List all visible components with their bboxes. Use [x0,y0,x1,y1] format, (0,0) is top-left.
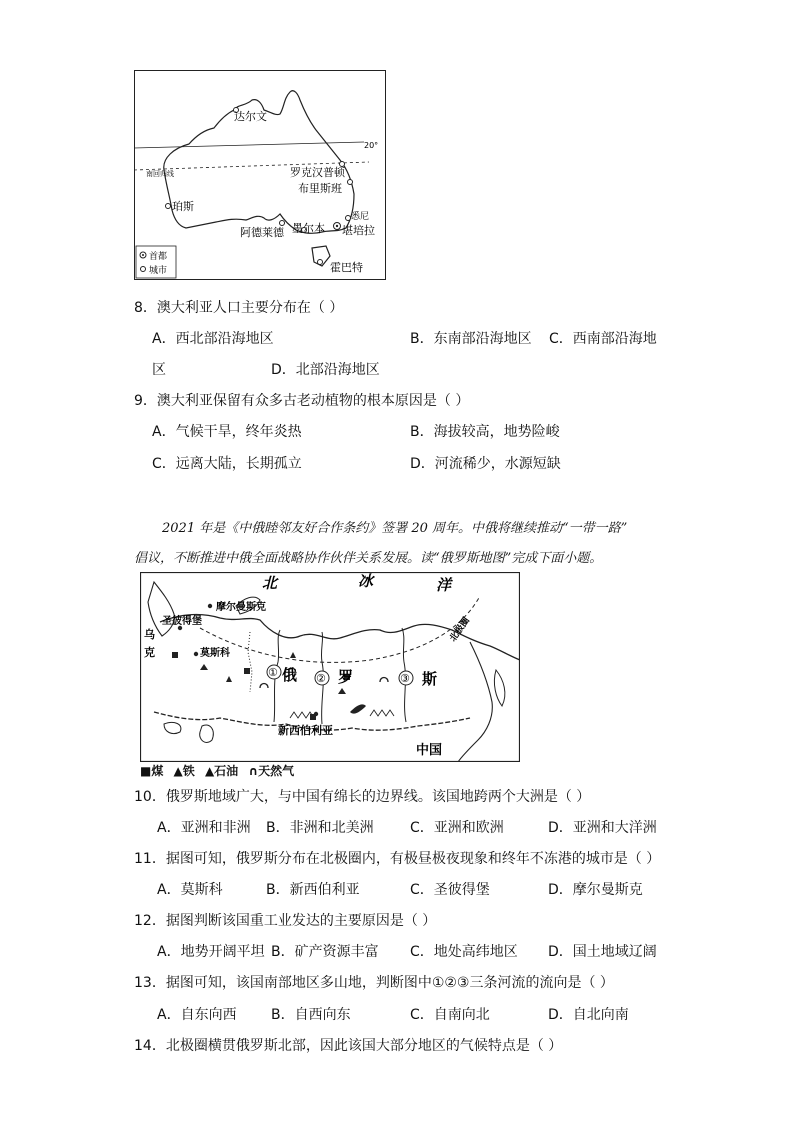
russia-map-svg [140,572,520,762]
q10-option-a: A．亚洲和非洲 [157,820,251,836]
label-e: 俄 [282,666,298,684]
australia-map [134,70,386,280]
coal-symbol [244,668,250,674]
label-perth: 珀斯 [172,200,194,213]
label-luo: 罗 [338,668,354,686]
label-darwin: 达尔文 [234,110,267,123]
city-murmansk [208,604,212,608]
q12-stem: 12．据图判断该国重工业发达的主要原因是（ ） [134,913,437,929]
label-novosibirsk: 新西伯利亚 [278,724,333,737]
label-brisbane: 布里斯班 [298,182,342,195]
q12-option-a: A．地势开阔平坦 [157,944,265,960]
q10-option-d: D．亚洲和大洋洲 [548,820,657,836]
label-stpete: 圣彼得堡 [162,616,202,627]
q8-stem: 8．澳大利亚人口主要分布在（ ） [134,300,344,316]
q9-stem: 9．澳大利亚保留有众多古老动植物的根本原因是（ ） [134,393,470,409]
q8-option-a: A．西北部沿海地区 [152,331,274,347]
q11-stem: 11．据图可知，俄罗斯分布在北极圈内，有极昼极夜现象和终年不冻港的城市是（ ） [134,851,661,867]
label-rockhampton: 罗克汉普顿 [290,166,345,179]
q10-option-b: B．非洲和北美洲 [266,820,374,836]
label-tropic: 南回归线 [146,170,174,178]
label-yang: 洋 [436,576,452,594]
q14-stem: 14．北极圈横贯俄罗斯北部，因此该国大部分地区的气候特点是（ ） [134,1038,563,1054]
legend-city: 城市 [149,266,168,276]
q13-option-d: D．自北向南 [548,1007,629,1023]
label-si: 斯 [422,670,438,688]
australia-map-svg [134,70,386,280]
label-hobart: 霍巴特 [330,261,363,274]
legend-oil: ▲石油 [204,764,239,778]
intro-line-1: 2021 年是《中俄睦邻友好合作条约》签署 20 周年。中俄将继续推动“一带一路” [162,521,628,536]
q12-option-d: D．国土地域辽阔 [548,944,657,960]
q9-option-d: D．河流稀少，水源短缺 [410,456,561,472]
label-adelaide: 阿德莱德 [240,226,284,239]
q13-option-b: B．自西向东 [271,1007,351,1023]
q11-option-b: B．新西伯利亚 [266,882,360,898]
q8-option-b: B．东南部沿海地区 [410,331,532,347]
coal-symbol [172,652,178,658]
label-n2: ② [316,672,326,685]
label-moscow: 莫斯科 [200,648,230,659]
q11-option-c: C．圣彼得堡 [410,882,490,898]
legend-coal: ■煤 [140,764,164,778]
label-n3: ③ [400,672,410,685]
label-lat20: 20° [364,141,379,150]
q10-option-c: C．亚洲和欧洲 [410,820,504,836]
q13-stem: 13．据图可知，该国南部地区多山地，判断图中①②③三条河流的流向是（ ） [134,975,614,991]
q8-option-c: C．西南部沿海地 [549,331,657,347]
legend-iron: ▲铁 [173,764,195,778]
label-china: 中国 [416,743,443,758]
label-sydney: 悉尼 [351,212,370,222]
label-bing: 冰 [358,572,374,590]
label-wu: 乌 [144,628,155,641]
q12-option-c: C．地处高纬地区 [410,944,518,960]
russia-map [140,572,520,762]
label-arctic-circle: 北极圈 [448,615,472,644]
legend-capital: 首都 [149,252,168,262]
label-murmansk: 摩尔曼斯克 [216,602,266,613]
label-melbourne: 墨尔本 [292,222,325,235]
city-novosibirsk [314,712,318,716]
q8-option-d: D．北部沿海地区 [271,362,380,378]
russia-map-legend [140,762,294,779]
q9-option-c: C．远离大陆，长期孤立 [152,456,302,472]
q10-stem: 10．俄罗斯地域广大，与中国有绵长的边界线。该国地跨两个大洲是（ ） [134,789,591,805]
label-bei: 北 [262,574,278,592]
q9-option-b: B．海拔较高，地势险峻 [410,424,560,440]
q11-option-d: D．摩尔曼斯克 [548,882,643,898]
q9-option-a: A．气候干旱，终年炎热 [152,424,302,440]
legend-gas: ∩天然气 [248,764,295,778]
city-moscow [194,652,198,656]
label-ke: 克 [144,646,155,659]
q13-option-a: A．自东向西 [157,1007,237,1023]
label-canberra: 堪培拉 [342,224,375,237]
q8-option-c-wrap: 区 [152,362,166,378]
q13-option-c: C．自南向北 [410,1007,490,1023]
q12-option-b: B．矿产资源丰富 [271,944,379,960]
label-n1: ① [268,666,278,679]
q11-option-a: A．莫斯科 [157,882,223,898]
intro-line-2: 倡议，不断推进中俄全面战略协作伙伴关系发展。读“俄罗斯地图”完成下面小题。 [134,551,603,566]
